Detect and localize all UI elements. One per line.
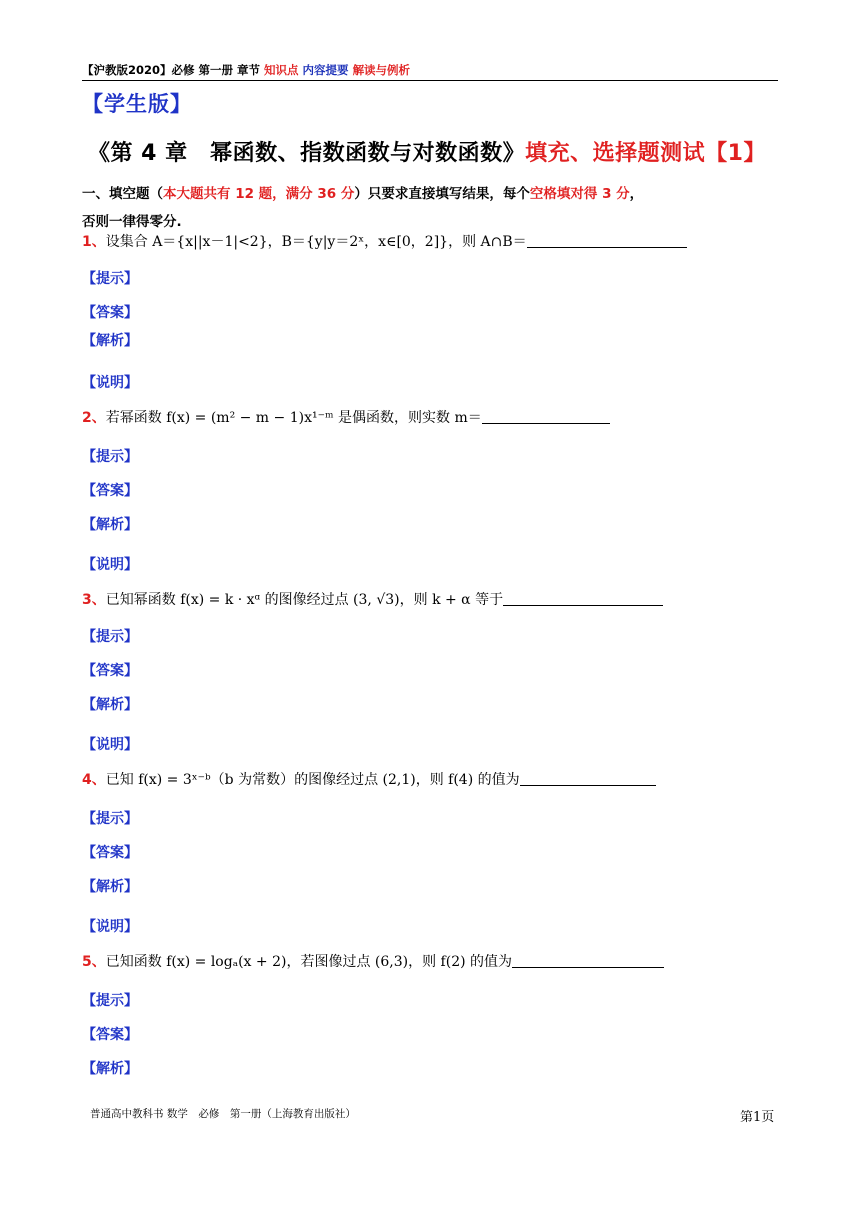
footer-book-title: 普通高中教科书 数学 必修 第一册（上海教育出版社） (90, 1108, 356, 1120)
question-text: 若幂函数 f(x) = (m² − m − 1)x¹⁻ᵐ 是偶函数，则实数 m＝ (105, 410, 482, 426)
note-label: 【说明】 (82, 375, 138, 391)
header-summary: 内容提要 (302, 63, 349, 77)
title-main: 《第 4 章 幂函数、指数函数与对数函数》 (88, 141, 526, 166)
note-label: 【说明】 (82, 557, 138, 573)
answer-blank[interactable] (527, 233, 687, 248)
question-2 (82, 408, 610, 428)
header-knowledge: 知识点 (264, 63, 299, 77)
answer-blank[interactable] (503, 591, 663, 606)
answer-blank[interactable] (520, 771, 656, 786)
analysis-label: 【解析】 (82, 879, 138, 895)
analysis-label: 【解析】 (82, 697, 138, 713)
hint-label: 【提示】 (82, 449, 138, 465)
edition-label: 【学生版】 (82, 92, 192, 116)
header-examples: 解读与例析 (352, 63, 411, 77)
answer-blank[interactable] (512, 953, 664, 968)
answer-label: 【答案】 (82, 845, 138, 861)
note-label: 【说明】 (82, 919, 138, 935)
question-number: 5、 (82, 954, 106, 970)
header-divider (82, 80, 778, 81)
instr-f: 否则一律得零分. (82, 214, 182, 230)
note-label: 【说明】 (82, 737, 138, 753)
answer-blank[interactable] (482, 409, 610, 424)
question-number: 2、 (82, 410, 106, 426)
instr-e: ， (629, 186, 644, 202)
instr-a: 一、填空题（ (82, 186, 163, 202)
answer-label: 【答案】 (82, 305, 138, 321)
question-1 (82, 232, 687, 252)
analysis-label: 【解析】 (82, 517, 138, 533)
instr-c: ）只要求直接填写结果，每个 (354, 186, 530, 202)
question-text: 已知幂函数 f(x) = k · xᵅ 的图像经过点 (3, √3)，则 k + α 等于 (105, 592, 504, 608)
instr-d: 空格填对得 3 分 (529, 186, 630, 202)
hint-label: 【提示】 (82, 629, 138, 645)
question-number: 1、 (82, 234, 106, 250)
header-text: 【沪教版2020】必修 第一册 章节 (82, 63, 261, 77)
question-number: 3、 (82, 592, 106, 608)
page-number: 第1页 (740, 1110, 775, 1125)
answer-label: 【答案】 (82, 483, 138, 499)
answer-label: 【答案】 (82, 1027, 138, 1043)
page-title (88, 136, 766, 167)
analysis-label: 【解析】 (82, 1061, 138, 1077)
question-5 (82, 952, 664, 972)
hint-label: 【提示】 (82, 811, 138, 827)
question-number: 4、 (82, 772, 106, 788)
question-text: 已知函数 f(x) = logₐ(x + 2)，若图像过点 (6,3)，则 f(2) 的值为 (105, 954, 513, 970)
section-instructions (82, 180, 772, 236)
question-text: 已知 f(x) = 3ˣ⁻ᵇ（b 为常数）的图像经过点 (2,1)，则 f(4) 的值为 (105, 772, 520, 788)
question-text: 设集合 A＝{x||x－1|<2}，B＝{y|y＝2ˣ，x∈[0，2]}，则 A∩B＝ (105, 234, 527, 250)
hint-label: 【提示】 (82, 993, 138, 1009)
question-4 (82, 770, 656, 790)
question-3 (82, 590, 663, 610)
instr-b: 本大题共有 12 题，满分 36 分 (163, 186, 355, 202)
answer-label: 【答案】 (82, 663, 138, 679)
analysis-label: 【解析】 (82, 333, 138, 349)
title-suffix: 填充、选择题测试【1】 (525, 141, 766, 166)
hint-label: 【提示】 (82, 271, 138, 287)
running-header (82, 62, 778, 78)
